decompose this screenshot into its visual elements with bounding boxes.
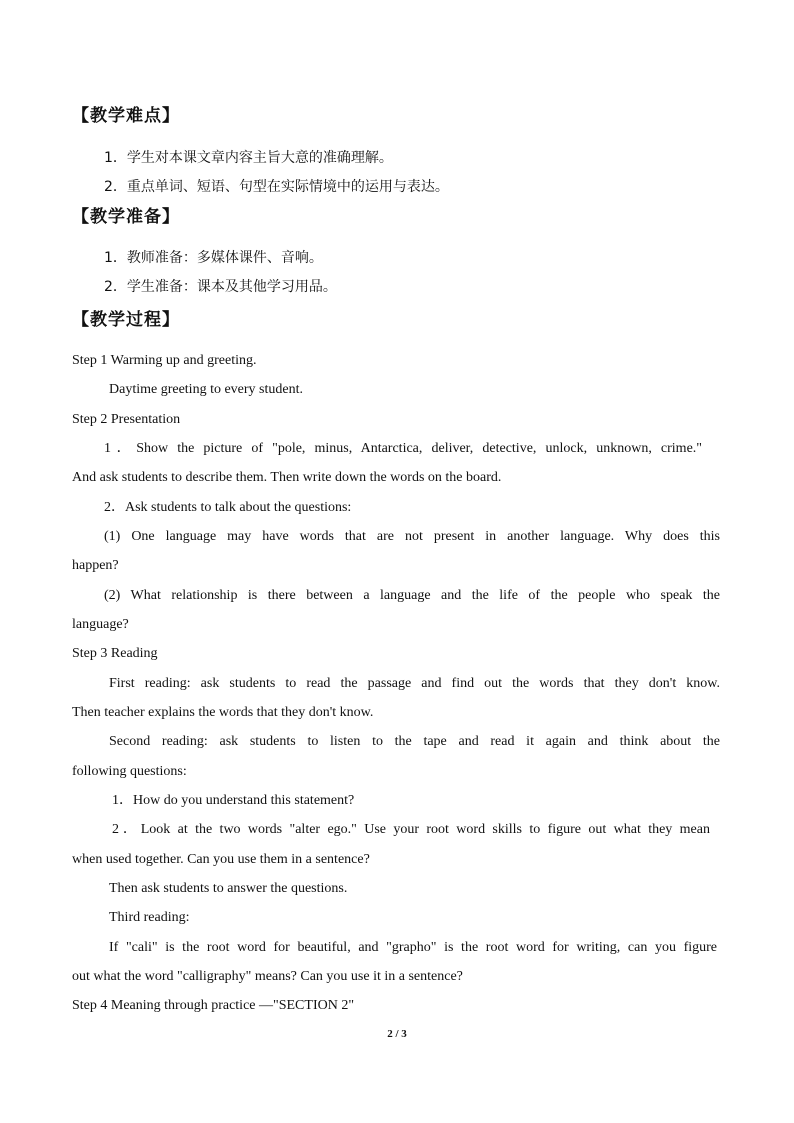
question1-line1: (1) One language may have words that are not present in another language. Why does this — [104, 529, 720, 544]
third-reading-title: Third reading: — [109, 910, 190, 925]
step3-title: Step 3 Reading — [72, 646, 158, 661]
step2-item1-line1: 1．Show the picture of "pole, minus, Antarctica, deliver, detective, unlock, unknown, crime." — [104, 441, 702, 456]
second-reading-line2: following questions: — [72, 764, 187, 779]
preparation-item-2: 2．学生准备：课本及其他学习用品。 — [104, 279, 337, 295]
difficulty-item-2: 2．重点单词、短语、句型在实际情境中的运用与表达。 — [104, 179, 449, 195]
process-heading: 【教学过程】 — [72, 310, 180, 330]
step1-body: Daytime greeting to every student. — [109, 382, 303, 397]
reading-question-2-line2: when used together. Can you use them in a sentence? — [72, 852, 370, 867]
step4-title: Step 4 Meaning through practice —"SECTION 2" — [72, 998, 355, 1013]
first-reading-line1: First reading: ask students to read the passage and find out the words that they don't know. — [109, 676, 720, 691]
second-reading-line1: Second reading: ask students to listen to the tape and read it again and think about the — [109, 734, 720, 749]
third-reading-line1: If "cali" is the root word for beautiful, and "grapho" is the root word for writing, can you figure — [109, 940, 717, 955]
question1-line2: happen? — [72, 558, 119, 573]
preparation-heading: 【教学准备】 — [72, 207, 180, 227]
first-reading-line2: Then teacher explains the words that they don't know. — [72, 705, 374, 720]
step2-title: Step 2 Presentation — [72, 412, 181, 427]
step2-item2: 2．Ask students to talk about the questions: — [104, 500, 352, 515]
question2-line1: (2) What relationship is there between a language and the life of the people who speak the — [104, 588, 720, 603]
reading-question-1: 1．How do you understand this statement? — [112, 793, 355, 808]
step1-title: Step 1 Warming up and greeting. — [72, 353, 257, 368]
reading-question-2-line1: 2．Look at the two words "alter ego." Use your root word skills to figure out what they mean — [112, 822, 710, 837]
preparation-item-1: 1．教师准备：多媒体课件、音响。 — [104, 250, 323, 266]
difficulty-item-1: 1．学生对本课文章内容主旨大意的准确理解。 — [104, 150, 393, 166]
third-reading-line2: out what the word "calligraphy" means? Can you use it in a sentence? — [72, 969, 463, 984]
step2-item1-line2: And ask students to describe them. Then write down the words on the board. — [72, 470, 502, 485]
page-number: 2 / 3 — [387, 1028, 407, 1040]
question2-line2: language? — [72, 617, 129, 632]
answer-instruction: Then ask students to answer the questions. — [109, 881, 348, 896]
difficulty-heading: 【教学难点】 — [72, 106, 180, 126]
